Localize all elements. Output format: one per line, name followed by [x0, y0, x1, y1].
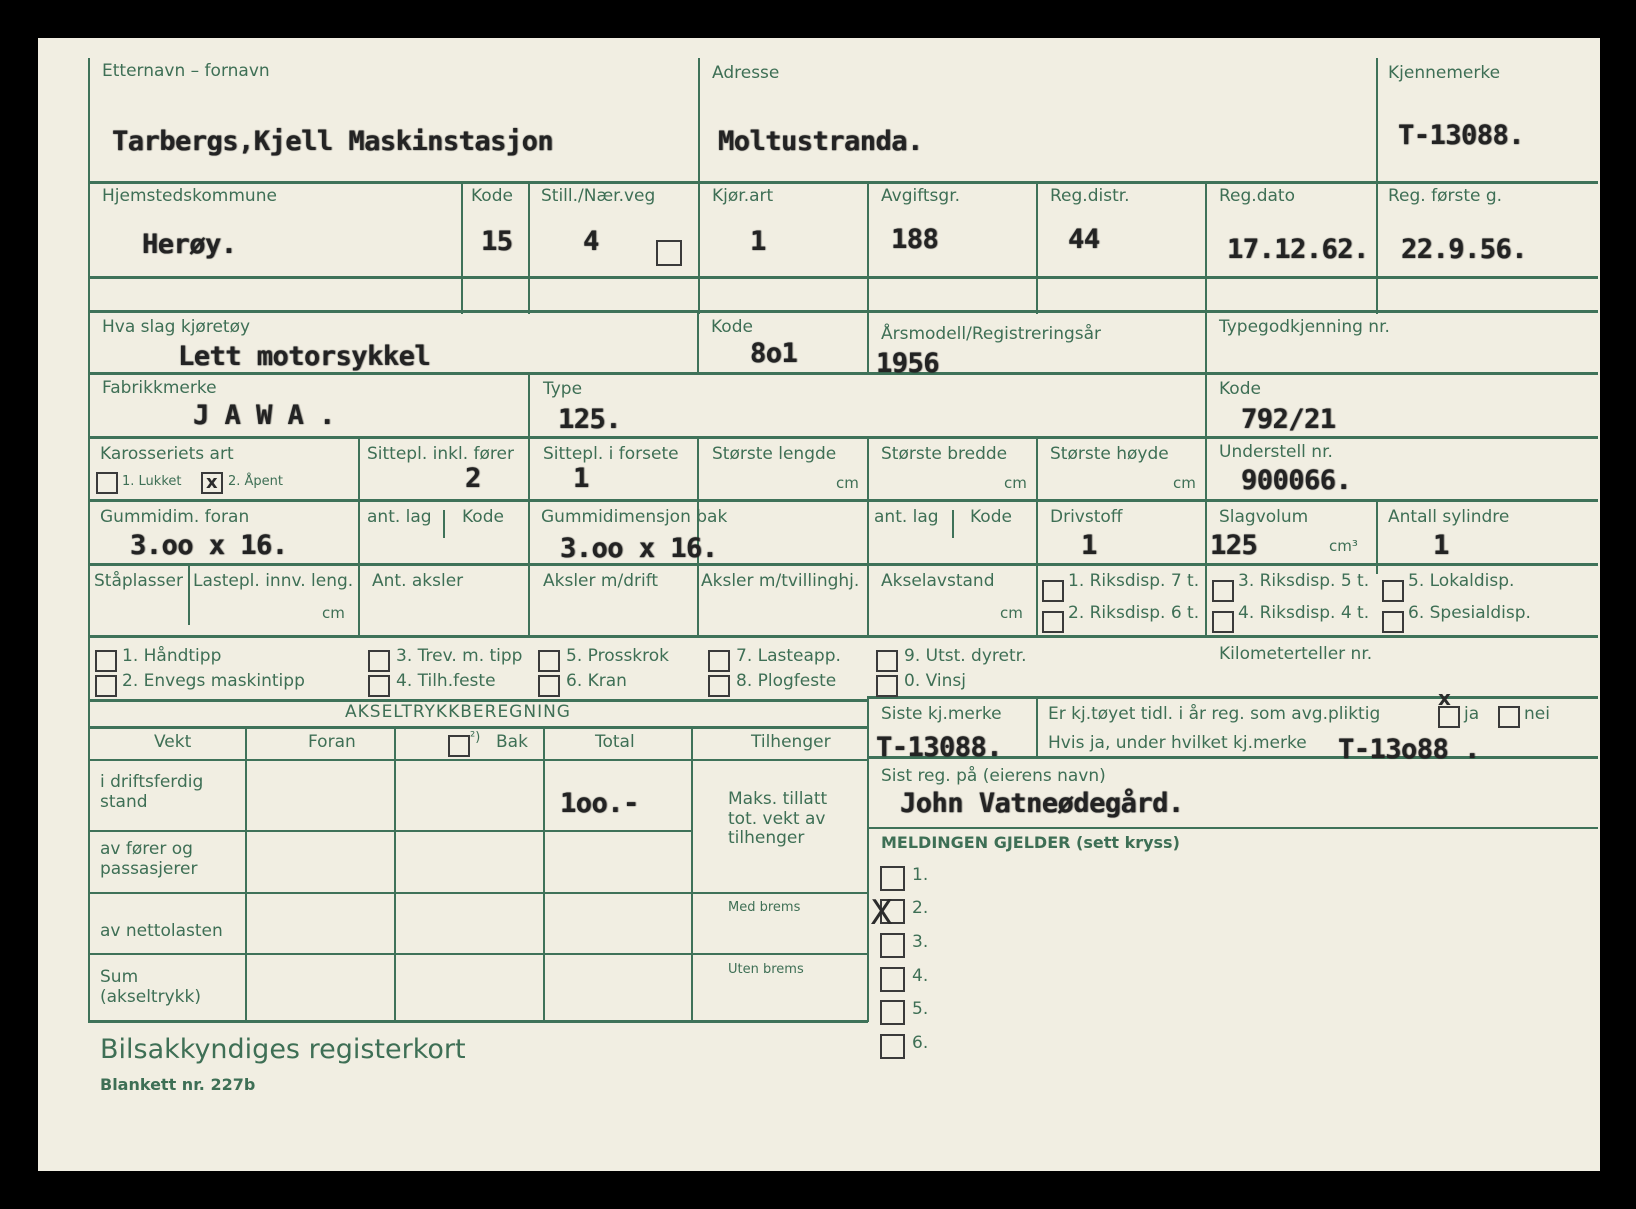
grid-line — [88, 635, 1598, 638]
grid-line — [1036, 183, 1038, 314]
spesialdisp-checkbox[interactable] — [1382, 611, 1404, 633]
code-value: 15 — [481, 226, 513, 257]
grid-line — [88, 563, 1598, 566]
message6-checkbox[interactable] — [880, 1034, 905, 1059]
chassis-value: 900066. — [1241, 465, 1352, 496]
prev-reg-yes-mark: x — [1438, 686, 1451, 710]
grid-line — [543, 726, 545, 1022]
grid-line — [691, 726, 693, 1022]
drivetype-value: 1 — [750, 226, 766, 257]
status-checkbox[interactable] — [656, 240, 682, 266]
message2-check-mark: X — [870, 893, 894, 933]
width-label: Største bredde — [881, 444, 1008, 464]
feegroup-label: Avgiftsgr. — [881, 186, 961, 206]
status-label: Still./Nær.veg — [541, 186, 656, 206]
fuel-value: 1 — [1081, 530, 1097, 561]
tyre-rear-label: Gummidimensjon bak — [541, 507, 728, 527]
grid-line — [358, 438, 360, 500]
grid-line — [394, 726, 396, 1022]
grid-line — [867, 183, 869, 314]
equip1-label: 1. Håndtipp — [122, 646, 222, 666]
rear-col-header: Bak — [496, 732, 528, 752]
municipality-label: Hjemstedskommune — [102, 186, 277, 206]
last-mark-label: Siste kj.merke — [881, 704, 1002, 724]
equip0-label: 0. Vinsj — [904, 671, 966, 691]
equip7-label: 7. Lasteapp. — [736, 646, 841, 666]
riksdisp5-checkbox[interactable] — [1212, 580, 1234, 602]
cylinders-value: 1 — [1433, 530, 1449, 561]
cargo-unit: cm — [322, 604, 345, 622]
equip2-checkbox[interactable] — [95, 675, 117, 697]
make-value: J A W A . — [193, 400, 335, 431]
kind-label: Hva slag kjøretøy — [102, 317, 251, 337]
feegroup-value: 188 — [891, 224, 939, 255]
equip6-checkbox[interactable] — [538, 675, 560, 697]
riksdisp7-label: 1. Riksdisp. 7 t. — [1068, 571, 1200, 591]
address-value: Moltustranda. — [718, 126, 923, 157]
grid-line — [1205, 310, 1207, 372]
prev-reg-no-label: nei — [1524, 704, 1550, 724]
height-unit: cm — [1173, 474, 1196, 492]
grid-line — [1205, 438, 1207, 638]
equip3-label: 3. Trev. m. tipp — [396, 646, 523, 666]
regdate-value: 17.12.62. — [1227, 234, 1369, 265]
bodytype-label: Karosseriets art — [100, 444, 234, 464]
code2-value: 792/21 — [1241, 404, 1336, 435]
without-brake-label: Uten brems — [728, 962, 804, 977]
regmark-label: Kjennemerke — [1388, 63, 1501, 83]
grid-line — [868, 827, 1598, 829]
odometer-label: Kilometerteller nr. — [1219, 644, 1373, 664]
rear-layers-label: ant. lag — [874, 507, 939, 527]
row-netload-label: av nettolasten — [100, 921, 223, 941]
equip9-checkbox[interactable] — [876, 650, 898, 672]
grid-line — [88, 1020, 868, 1023]
row-operating-label: i driftsferdig stand — [100, 772, 204, 812]
owner-label: Sist reg. på (eierens navn) — [881, 766, 1106, 786]
grid-line — [461, 183, 463, 314]
axle-distance-label: Akselavstand — [881, 571, 995, 591]
municipality-value: Herøy. — [142, 229, 237, 260]
firstreg-value: 22.9.56. — [1401, 234, 1528, 265]
grid-line — [528, 183, 530, 314]
equip9-label: 9. Utst. dyretr. — [904, 646, 1027, 666]
height-label: Største høyde — [1050, 444, 1169, 464]
grid-line — [528, 374, 530, 436]
grid-line — [868, 696, 1598, 699]
message2-label: 2. — [912, 898, 929, 918]
equip7-checkbox[interactable] — [708, 650, 730, 672]
frontseats-value: 1 — [573, 463, 589, 494]
regdistr-value: 44 — [1068, 224, 1100, 255]
standing-label: Ståplasser — [94, 571, 183, 591]
message5-checkbox[interactable] — [880, 1000, 905, 1025]
closed-label: 1. Lukket — [122, 474, 182, 489]
equip2-label: 2. Envegs maskintipp — [122, 671, 305, 691]
owner-value: John Vatneødegård. — [900, 788, 1184, 819]
message3-checkbox[interactable] — [880, 933, 905, 958]
frontseats-label: Sittepl. i forsete — [543, 444, 679, 464]
seats-value: 2 — [465, 463, 481, 494]
volume-label: Slagvolum — [1219, 507, 1309, 527]
rear-code-label: Kode — [970, 507, 1012, 527]
riksdisp6-checkbox[interactable] — [1042, 611, 1064, 633]
row-driver-label: av fører og passasjerer — [100, 839, 198, 879]
row-sum-label: Sum (akseltrykk) — [100, 967, 201, 1007]
equip6-label: 6. Kran — [566, 671, 627, 691]
equip0-checkbox[interactable] — [876, 675, 898, 697]
open-label: 2. Åpent — [228, 474, 284, 489]
grid-line — [443, 510, 445, 538]
grid-line — [88, 181, 1598, 184]
axle-twin-label: Aksler m/tvillinghj. — [701, 571, 860, 591]
which-mark-value: T-13o88 . — [1338, 734, 1480, 765]
code-label: Kode — [471, 186, 513, 206]
message1-checkbox[interactable] — [880, 866, 905, 891]
equip8-checkbox[interactable] — [708, 675, 730, 697]
grid-line — [88, 310, 1598, 313]
fuel-label: Drivstoff — [1050, 507, 1123, 527]
grid-line — [88, 436, 1598, 439]
grid-line — [88, 310, 90, 1022]
grid-line — [245, 726, 247, 1022]
equip4-label: 4. Tilh.feste — [396, 671, 496, 691]
code2-label: Kode — [1219, 379, 1261, 399]
type-value: 125. — [558, 404, 622, 435]
form-number: Blankett nr. 227b — [100, 1075, 256, 1094]
riksdisp7-checkbox[interactable] — [1042, 580, 1064, 602]
length-unit: cm — [836, 474, 859, 492]
trailer-col-header: Tilhenger — [751, 732, 831, 752]
riksdisp5-label: 3. Riksdisp. 5 t. — [1238, 571, 1370, 591]
grid-line — [952, 510, 954, 538]
spesialdisp-label: 6. Spesialdisp. — [1408, 603, 1531, 623]
message5-label: 5. — [912, 999, 929, 1019]
equip3-checkbox[interactable] — [368, 650, 390, 672]
equip8-label: 8. Plogfeste — [736, 671, 837, 691]
length-label: Største lengde — [712, 444, 837, 464]
grid-line — [1036, 696, 1038, 756]
tyre-front-value: 3.oo x 16. — [130, 530, 288, 561]
last-mark-value: T-13088. — [876, 732, 1003, 763]
cylinders-label: Antall sylindre — [1388, 507, 1510, 527]
message6-label: 6. — [912, 1033, 929, 1053]
message1-label: 1. — [912, 865, 929, 885]
prev-reg-yes-label: ja — [1464, 704, 1480, 724]
seats-label: Sittepl. inkl. fører — [367, 444, 514, 464]
riksdisp4-checkbox[interactable] — [1212, 611, 1234, 633]
grid-line — [1205, 183, 1207, 314]
grid-line — [358, 501, 360, 638]
registration-card — [38, 38, 1600, 1171]
cargo-label: Lastepl. innv. leng. — [193, 571, 354, 591]
kind-value: Lett motorsykkel — [178, 341, 431, 372]
grid-line — [88, 276, 1598, 279]
drivetype-label: Kjør.art — [712, 186, 774, 206]
axle-table-title: AKSELTRYKKBEREGNING — [345, 702, 571, 722]
grid-line — [88, 830, 693, 832]
type-label: Type — [543, 379, 583, 399]
width-unit: cm — [1004, 474, 1027, 492]
volume-unit: cm³ — [1329, 537, 1358, 555]
grid-line — [1036, 438, 1038, 638]
rear-col-checkbox[interactable] — [448, 735, 470, 757]
riksdisp6-label: 2. Riksdisp. 6 t. — [1068, 603, 1200, 623]
card-title: Bilsakkyndiges registerkort — [100, 1034, 466, 1065]
vehicle-code-label: Kode — [711, 317, 753, 337]
rear-col-note: ²) — [470, 730, 481, 745]
year-value: 1956 — [876, 348, 940, 379]
message3-label: 3. — [912, 932, 929, 952]
name-label: Etternavn – fornavn — [102, 61, 270, 81]
message4-label: 4. — [912, 966, 929, 986]
equip1-checkbox[interactable] — [95, 650, 117, 672]
typeapproval-label: Typegodkjenning nr. — [1219, 317, 1390, 337]
front-code-label: Kode — [462, 507, 504, 527]
grid-line — [867, 696, 869, 1022]
front-col-header: Foran — [308, 732, 356, 752]
grid-line — [88, 953, 868, 955]
grid-line — [88, 499, 1598, 502]
make-label: Fabrikkmerke — [102, 378, 217, 398]
open-check-mark: x — [206, 472, 218, 493]
grid-line — [88, 892, 868, 894]
tyre-front-label: Gummidim. foran — [100, 507, 250, 527]
grid-line — [867, 438, 869, 638]
year-label: Årsmodell/Registreringsår — [881, 324, 1102, 344]
which-mark-label: Hvis ja, under hvilket kj.merke — [1048, 733, 1307, 753]
with-brake-label: Med brems — [728, 900, 801, 915]
regmark-value: T-13088. — [1398, 120, 1525, 151]
total-operating-value: 1oo.- — [560, 788, 639, 819]
prev-reg-no-checkbox[interactable] — [1498, 706, 1520, 728]
message4-checkbox[interactable] — [880, 967, 905, 992]
regdistr-label: Reg.distr. — [1050, 186, 1130, 206]
grid-line — [867, 310, 869, 372]
chassis-label: Understell nr. — [1219, 442, 1333, 462]
equip4-checkbox[interactable] — [368, 675, 390, 697]
weight-col-header: Vekt — [154, 732, 192, 752]
address-label: Adresse — [712, 63, 780, 83]
tyre-rear-value: 3.oo x 16. — [560, 533, 718, 564]
grid-line — [88, 759, 868, 761]
regdate-label: Reg.dato — [1219, 186, 1295, 206]
name-value: Tarbergs,Kjell Maskinstasjon — [112, 126, 554, 157]
axle-count-label: Ant. aksler — [372, 571, 464, 591]
trailer-max-label: Maks. tillatt tot. vekt av tilhenger — [728, 789, 828, 849]
status-value: 4 — [583, 226, 599, 257]
grid-line — [88, 726, 868, 729]
firstreg-label: Reg. første g. — [1388, 186, 1503, 206]
prev-reg-question: Er kj.tøyet tidl. i år reg. som avg.pliktig — [1048, 704, 1381, 724]
vehicle-code-value: 8o1 — [750, 338, 798, 369]
grid-line — [1205, 374, 1207, 436]
axle-driven-label: Aksler m/drift — [543, 571, 659, 591]
grid-line — [528, 438, 530, 638]
total-col-header: Total — [595, 732, 635, 752]
riksdisp4-label: 4. Riksdisp. 4 t. — [1238, 603, 1370, 623]
equip5-label: 5. Prosskrok — [566, 646, 670, 666]
message-title: MELDINGEN GJELDER (sett kryss) — [881, 833, 1180, 852]
axle-distance-unit: cm — [1000, 604, 1023, 622]
closed-checkbox[interactable] — [96, 472, 118, 494]
front-layers-label: ant. lag — [367, 507, 432, 527]
lokaldisp-label: 5. Lokaldisp. — [1408, 571, 1515, 591]
volume-value: 125 — [1210, 530, 1258, 561]
grid-line — [188, 565, 190, 625]
equip5-checkbox[interactable] — [538, 650, 560, 672]
grid-line — [697, 310, 699, 372]
lokaldisp-checkbox[interactable] — [1382, 580, 1404, 602]
grid-line — [88, 372, 1598, 375]
